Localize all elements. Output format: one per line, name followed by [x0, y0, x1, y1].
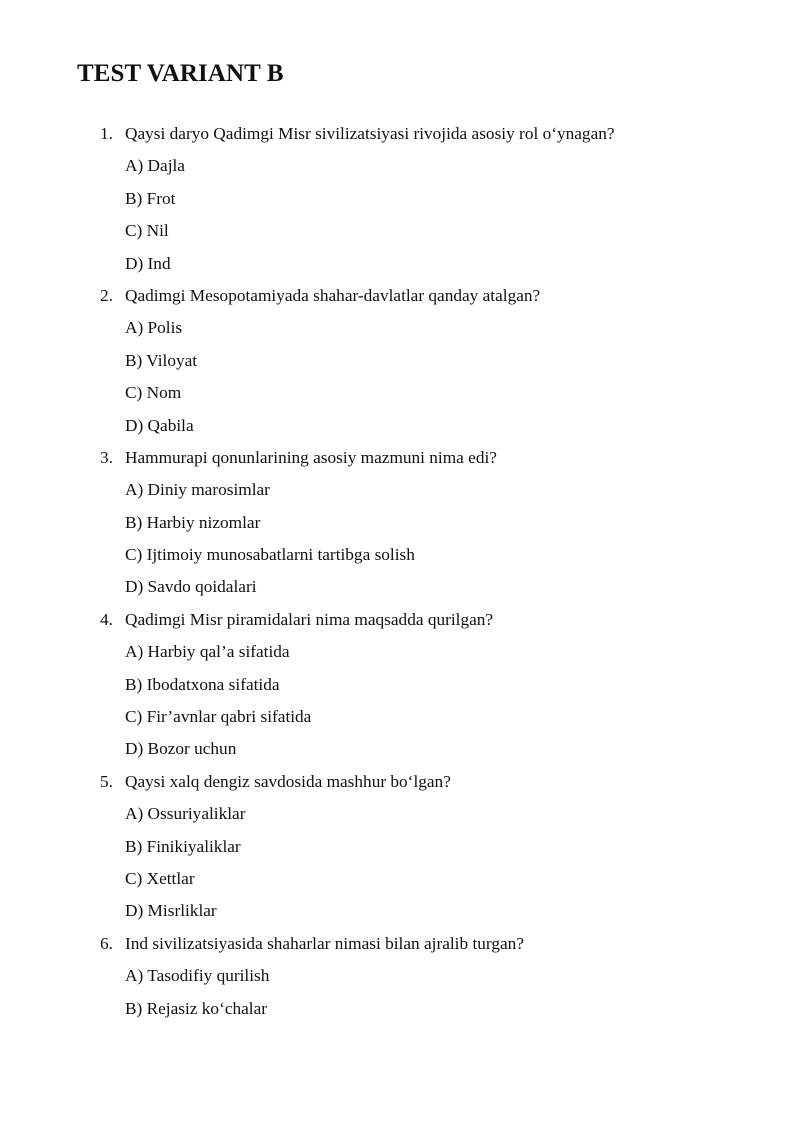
answer-option-text: B) Harbiy nizomlar	[125, 512, 261, 532]
answer-option	[0, 312, 800, 344]
question-line	[0, 604, 800, 636]
answer-option	[0, 636, 800, 668]
answer-option	[0, 215, 800, 247]
answer-option	[0, 831, 800, 863]
answer-option-text: A) Dajla	[125, 156, 185, 176]
question-number: 3.	[100, 447, 113, 467]
answer-option-text: B) Rejasiz ko‘chalar	[125, 998, 268, 1018]
answer-options	[0, 474, 800, 604]
answer-option-text: D) Savdo qoidalari	[125, 577, 257, 597]
answer-option-text: B) Finikiyaliklar	[125, 836, 241, 856]
answer-option	[0, 993, 800, 1025]
answer-option	[0, 863, 800, 895]
question-number: 1.	[100, 124, 113, 143]
answer-option	[0, 539, 800, 571]
answer-option-text: A) Polis	[125, 318, 183, 338]
answer-option-text: D) Misrliklar	[125, 901, 217, 921]
question-line	[0, 766, 800, 798]
answer-option-text: A) Diniy marosimlar	[125, 480, 270, 500]
question-item	[0, 928, 800, 1025]
answer-options	[0, 798, 800, 928]
answer-option-text: D) Bozor uchun	[125, 739, 237, 759]
answer-option	[0, 345, 800, 377]
answer-option	[0, 733, 800, 765]
answer-option-text: C) Fir’avnlar qabri sifatida	[125, 707, 312, 727]
answer-options	[0, 150, 800, 280]
answer-option-text: D) Ind	[125, 253, 171, 273]
answer-option	[0, 248, 800, 280]
question-number: 6.	[100, 933, 113, 953]
question-item	[0, 280, 800, 442]
question-text: Hammurapi qonunlarining asosiy mazmuni nima edi?	[125, 447, 497, 467]
question-number: 4.	[100, 609, 113, 629]
answer-option-text: A) Ossuriyaliklar	[125, 804, 246, 824]
question-line	[0, 118, 800, 150]
question-item	[0, 604, 800, 766]
answer-option-text: B) Frot	[125, 188, 176, 208]
answer-options	[0, 312, 800, 442]
answer-option-text: A) Tasodifiy qurilish	[125, 966, 270, 986]
question-number: 2.	[100, 285, 113, 305]
answer-options	[0, 636, 800, 766]
question-text: Qaysi xalq dengiz savdosida mashhur bo‘lgan?	[125, 771, 451, 791]
answer-option	[0, 571, 800, 603]
answer-option	[0, 377, 800, 409]
answer-option	[0, 895, 800, 927]
question-text: Ind sivilizatsiyasida shaharlar nimasi bilan ajralib turgan?	[125, 933, 524, 953]
question-text: Qaysi daryo Qadimgi Misr sivilizatsiyasi rivojida asosiy rol o‘ynagan?	[125, 124, 615, 143]
question-text: Qadimgi Mesopotamiyada shahar-davlatlar qanday atalgan?	[125, 285, 541, 305]
answer-option	[0, 669, 800, 701]
question-list	[0, 118, 800, 1025]
answer-option	[0, 507, 800, 539]
answer-option-text: A) Harbiy qal’a sifatida	[125, 642, 290, 662]
answer-option	[0, 410, 800, 442]
answer-option-text: C) Ijtimoiy munosabatlarni tartibga solish	[125, 545, 415, 565]
answer-option-text: D) Qabila	[125, 415, 194, 435]
page-title: TEST VARIANT B	[77, 60, 284, 87]
answer-option	[0, 474, 800, 506]
answer-option-text: B) Viloyat	[125, 350, 198, 370]
answer-option-text: C) Nil	[125, 221, 169, 241]
answer-option	[0, 701, 800, 733]
answer-option	[0, 150, 800, 182]
question-number: 5.	[100, 771, 113, 791]
question-line	[0, 280, 800, 312]
question-line	[0, 928, 800, 960]
answer-option	[0, 960, 800, 992]
answer-option-text: C) Xettlar	[125, 868, 195, 888]
question-item	[0, 118, 800, 280]
answer-option	[0, 183, 800, 215]
question-text: Qadimgi Misr piramidalari nima maqsadda qurilgan?	[125, 609, 494, 629]
question-item	[0, 442, 800, 604]
answer-options	[0, 960, 800, 1025]
question-line	[0, 442, 800, 474]
question-item	[0, 766, 800, 928]
answer-option-text: B) Ibodatxona sifatida	[125, 674, 280, 694]
answer-option-text: C) Nom	[125, 383, 182, 403]
answer-option	[0, 798, 800, 830]
